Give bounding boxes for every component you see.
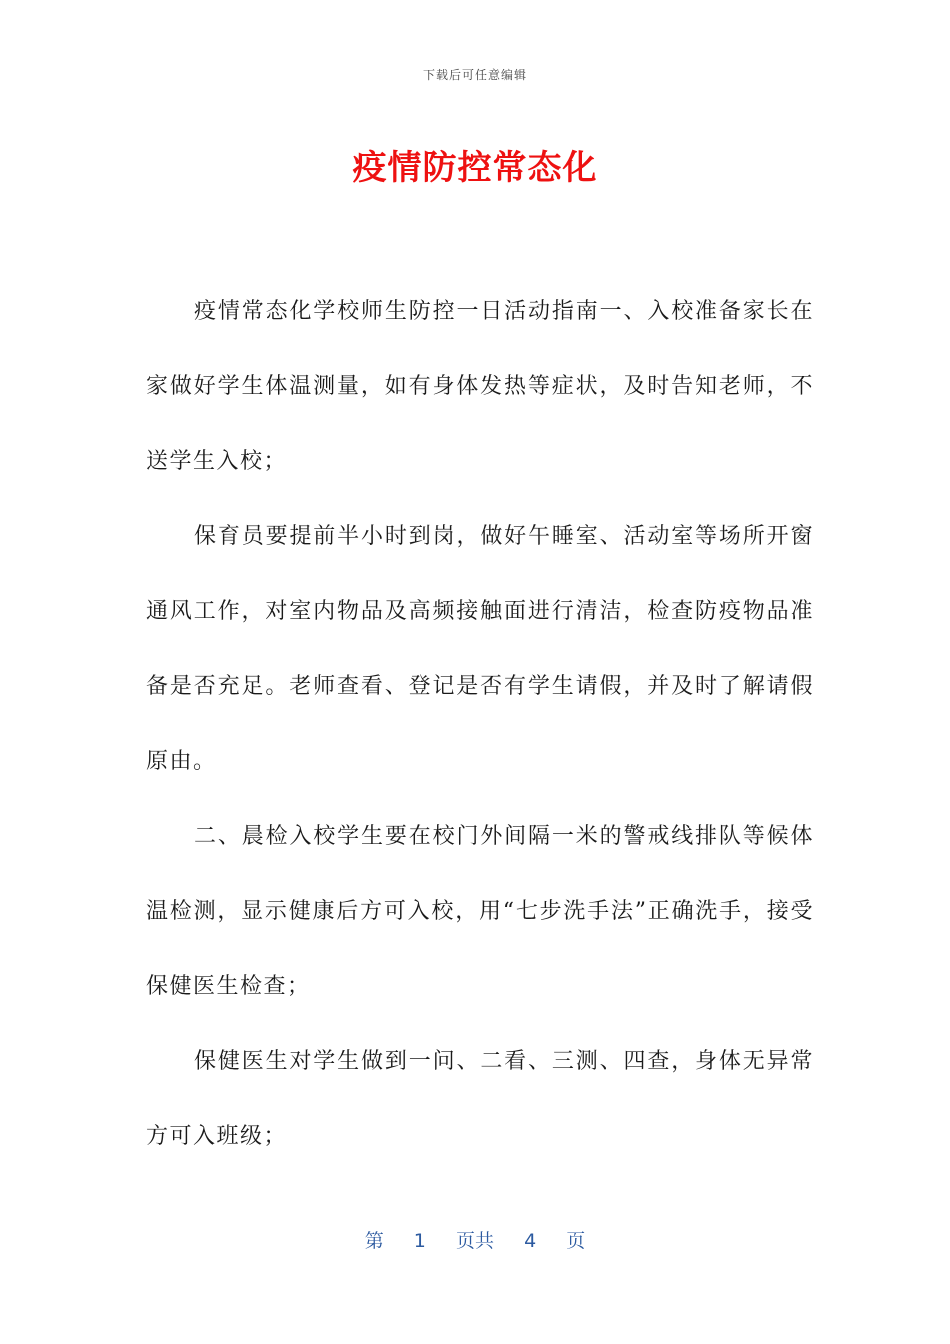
document-title: 疫情防控常态化 [352,148,598,188]
page-number-current: 1 [413,1230,426,1252]
page-label-suffix: 页 [566,1230,586,1252]
page-number-total: 4 [524,1230,537,1252]
page-footer [0,1226,950,1253]
paragraph-3: 二、晨检入校学生要在校门外间隔一米的警戒线排队等候体温检测，显示健康后方可入校，用“七步洗手法”正确洗手，接受保健医生检查； [146,824,814,999]
page-label-prefix: 第 [364,1230,384,1252]
header-note: 下载后可任意编辑 [422,68,527,82]
document-body [146,274,814,1174]
paragraph-2: 保育员要提前半小时到岗，做好午睡室、活动室等场所开窗通风工作，对室内物品及高频接触面进行清洁，检查防疫物品准备是否充足。老师查看、登记是否有学生请假，并及时了解请假原由。 [146,524,814,774]
paragraph-4: 保健医生对学生做到一问、二看、三测、四查，身体无异常方可入班级； [146,1049,814,1149]
page-label-mid: 页共 [455,1230,494,1252]
paragraph-1: 疫情常态化学校师生防控一日活动指南一、入校准备家长在家做好学生体温测量，如有身体发热等症状，及时告知老师，不送学生入校； [146,299,814,474]
